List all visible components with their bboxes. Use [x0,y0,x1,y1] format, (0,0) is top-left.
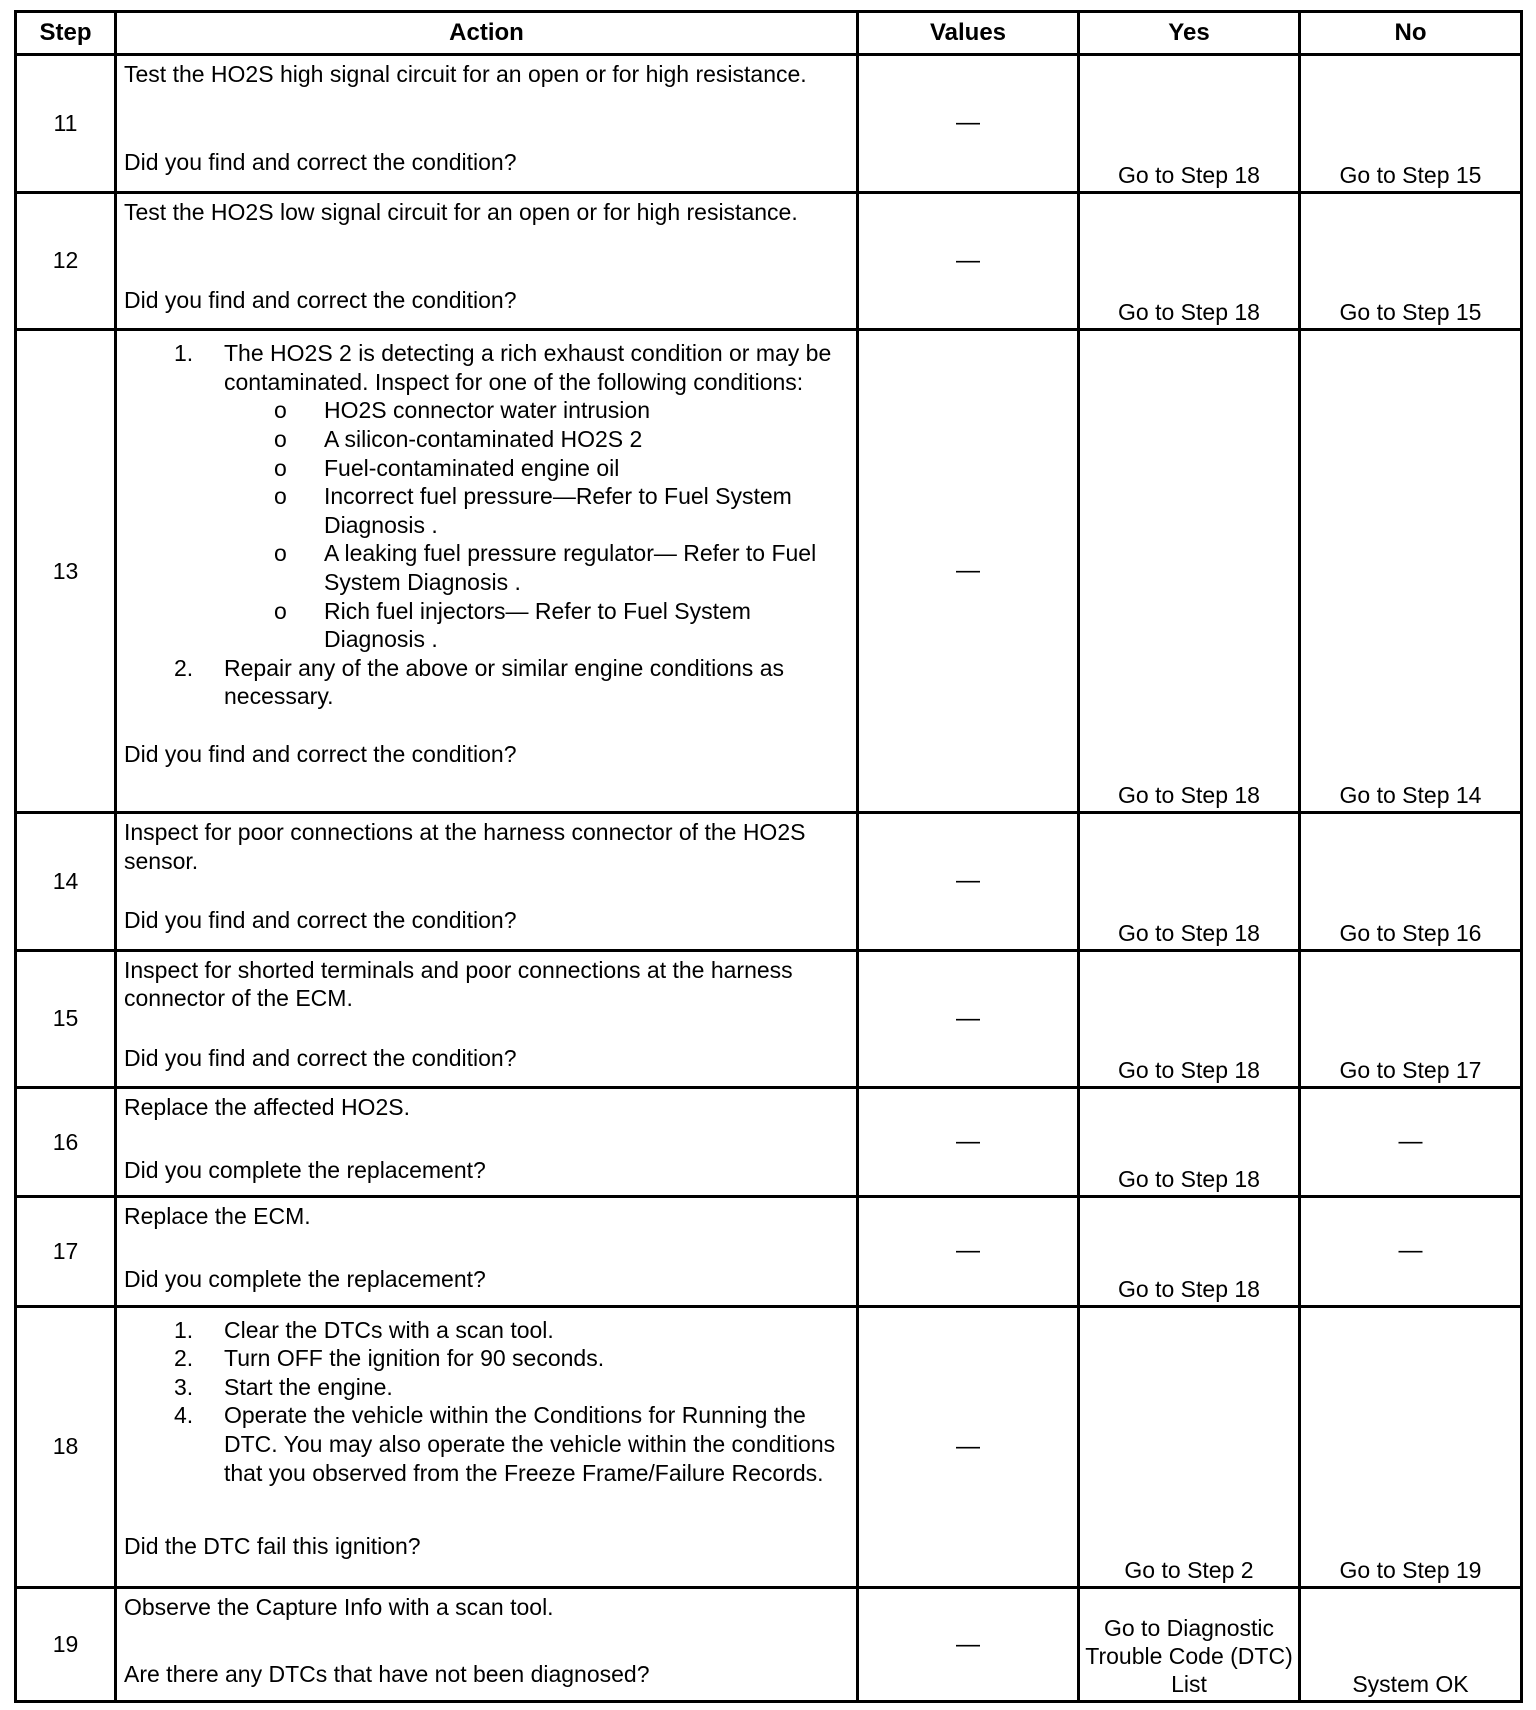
table-row [16,812,1522,950]
condition-item [224,539,848,596]
action-instructions [124,335,848,711]
step-number: 19 [16,1588,116,1702]
action-text: Replace the ECM. [124,1203,311,1230]
table-row [16,55,1522,193]
action-cell [116,1588,858,1702]
values-cell: — [858,1197,1079,1306]
action-content [117,952,856,1075]
condition-item [224,396,848,425]
action-cell [116,1088,858,1197]
action-cell [116,1306,858,1588]
no-cell [1300,950,1522,1088]
no-action: System OK [1352,1671,1469,1697]
action-text: Inspect for shorted terminals and poor connections at the harness connector of the ECM. [124,956,793,1012]
action-cell [116,812,858,950]
values-cell: — [858,330,1079,813]
step-number: 14 [16,812,116,950]
table-row [16,950,1522,1088]
condition-item [224,454,848,483]
yes-action: Go to Step 18 [1118,161,1260,188]
action-step-number: 2. [174,1345,194,1372]
action-content [117,814,856,937]
action-step-text: The HO2S 2 is detecting a rich exhaust condition or may be contaminated. Inspect for one of the following conditions: [224,340,832,395]
bullet-marker: o [274,597,287,624]
action-step [124,654,848,711]
yes-cell [1079,55,1300,193]
no-action: Go to Step 15 [1339,161,1482,188]
no-cell [1300,1197,1522,1306]
bullet-marker: o [274,454,287,481]
condition-item [224,482,848,539]
condition-text: HO2S connector water intrusion [324,397,650,424]
action-instructions [124,1312,848,1488]
action-cell [116,55,858,193]
condition-list [224,396,848,653]
table-row [16,330,1522,813]
action-instructions [124,1593,848,1622]
no-cell [1300,1088,1522,1197]
action-content [117,1089,856,1186]
action-cell [116,192,858,330]
bullet-marker: o [274,483,287,510]
yes-cell [1079,330,1300,813]
step-number: 16 [16,1088,116,1197]
action-step-number: 1. [174,340,194,367]
action-step-number: 3. [174,1373,194,1400]
action-cell [116,950,858,1088]
action-question: Did you find and correct the condition? [124,907,517,934]
no-cell [1300,192,1522,330]
table-row [16,1197,1522,1306]
action-cell [116,1197,858,1306]
yes-action: Go to Diagnostic Trouble Code (DTC) List [1085,1615,1293,1697]
no-cell [1300,1306,1522,1588]
no-cell [1300,1588,1522,1702]
action-content [117,194,856,317]
yes-cell [1079,1088,1300,1197]
table-body [16,55,1522,1702]
action-question: Did the DTC fail this ignition? [124,1532,421,1559]
yes-cell [1079,1306,1300,1588]
action-content [117,331,856,770]
action-content [117,1198,856,1295]
action-content [117,1589,856,1690]
yes-cell [1079,1197,1300,1306]
action-step [124,339,848,654]
header-step: Step [16,12,116,55]
action-step-text: Start the engine. [224,1373,393,1400]
action-instructions [124,956,848,1013]
yes-cell [1079,812,1300,950]
action-step-text: Operate the vehicle within the Conditions for Running the DTC. You may also operate the vehicle within the conditions that you observed from the Freeze Frame/Failure Records. [224,1402,836,1486]
action-text: Observe the Capture Info with a scan tool. [124,1594,554,1621]
step-number: 12 [16,192,116,330]
yes-action: Go to Step 18 [1118,781,1260,808]
no-cell [1300,55,1522,193]
yes-action: Go to Step 18 [1118,299,1260,326]
table-row [16,1306,1522,1588]
action-text: Replace the affected HO2S. [124,1094,410,1121]
no-action: — [1398,1237,1423,1265]
values-cell: — [858,812,1079,950]
action-steps-list [124,1316,848,1488]
action-step [124,1401,848,1487]
values-cell: — [858,192,1079,330]
condition-text: Incorrect fuel pressure—Refer to Fuel System Diagnosis . [324,483,792,538]
header-no: No [1300,12,1522,55]
no-action: — [1398,1128,1423,1156]
action-question: Did you find and correct the condition? [124,149,517,176]
bullet-marker: o [274,540,287,567]
action-step [124,1373,848,1402]
action-instructions [124,60,848,89]
condition-item [224,425,848,454]
no-action: Go to Step 19 [1339,1557,1482,1584]
yes-action: Go to Step 2 [1124,1557,1254,1584]
action-step [124,1316,848,1345]
condition-item [224,597,848,654]
header-yes: Yes [1079,12,1300,55]
action-question: Did you complete the replacement? [124,1156,486,1183]
no-action: Go to Step 15 [1339,299,1482,326]
step-number: 17 [16,1197,116,1306]
action-content [117,56,856,179]
action-question: Did you find and correct the condition? [124,287,517,314]
action-text: Inspect for poor connections at the harness connector of the HO2S sensor. [124,818,806,874]
values-cell: — [858,1588,1079,1702]
step-number: 18 [16,1306,116,1588]
values-cell: — [858,1088,1079,1197]
values-cell: — [858,950,1079,1088]
action-text: Test the HO2S high signal circuit for an open or for high resistance. [124,61,807,87]
action-text: Test the HO2S low signal circuit for an open or for high resistance. [124,198,798,225]
action-instructions [124,1202,848,1231]
action-question: Did you find and correct the condition? [124,1044,517,1071]
action-cell [116,330,858,813]
condition-text: A silicon-contaminated HO2S 2 [324,426,643,452]
action-step-number: 2. [174,654,194,681]
yes-action: Go to Step 18 [1118,1057,1260,1084]
no-cell [1300,330,1522,813]
no-action: Go to Step 14 [1339,781,1482,808]
action-content [117,1308,856,1563]
action-question: Are there any DTCs that have not been diagnosed? [124,1660,650,1687]
action-question: Did you complete the replacement? [124,1265,486,1292]
yes-cell [1079,950,1300,1088]
action-step-text: Repair any of the above or similar engine conditions as necessary. [224,654,784,710]
condition-text: Rich fuel injectors— Refer to Fuel System Diagnosis . [324,597,751,653]
diagnostic-table [14,10,1523,1703]
header-values: Values [858,12,1079,55]
values-cell: — [858,1306,1079,1588]
header-row [16,12,1522,55]
yes-action: Go to Step 18 [1118,1166,1260,1193]
step-number: 13 [16,330,116,813]
no-action: Go to Step 17 [1339,1057,1482,1084]
no-action: Go to Step 16 [1339,919,1482,946]
action-step-text: Clear the DTCs with a scan tool. [224,1316,554,1343]
table-row [16,192,1522,330]
table-row [16,1588,1522,1702]
action-step-text: Turn OFF the ignition for 90 seconds. [224,1345,605,1372]
values-cell: — [858,55,1079,193]
yes-action: Go to Step 18 [1118,1275,1260,1302]
action-instructions [124,1093,848,1122]
action-instructions [124,818,848,875]
no-cell [1300,812,1522,950]
step-number: 11 [16,55,116,193]
bullet-marker: o [274,397,287,424]
action-steps-list [124,339,848,711]
header-action: Action [116,12,858,55]
condition-text: Fuel-contaminated engine oil [324,454,620,481]
action-step [124,1344,848,1373]
condition-text: A leaking fuel pressure regulator— Refer to Fuel System Diagnosis . [324,540,817,595]
action-question: Did you find and correct the condition? [124,740,517,767]
bullet-marker: o [274,426,287,452]
yes-cell [1079,192,1300,330]
action-step-number: 1. [174,1316,194,1343]
table-row [16,1088,1522,1197]
yes-action: Go to Step 18 [1118,919,1260,946]
action-instructions [124,198,848,227]
step-number: 15 [16,950,116,1088]
yes-cell [1079,1588,1300,1702]
action-step-number: 4. [174,1402,194,1429]
